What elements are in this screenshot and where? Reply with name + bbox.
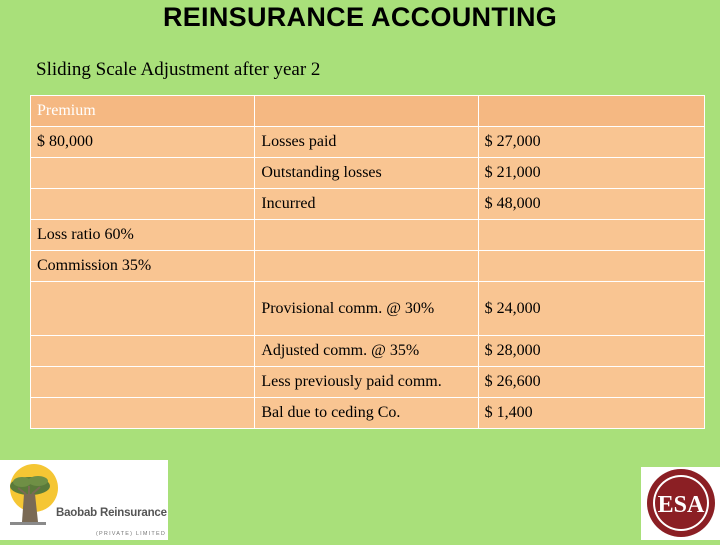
table-cell: [31, 158, 255, 189]
esa-logo: [641, 467, 720, 540]
table-cell: $ 28,000: [478, 336, 704, 367]
table-cell: [31, 336, 255, 367]
logo-subtitle: (PRIVATE) LIMITED: [96, 531, 167, 537]
table-cell: $ 80,000: [31, 127, 255, 158]
page-subtitle: Sliding Scale Adjustment after year 2: [36, 59, 321, 80]
table-cell: [31, 282, 255, 336]
table-cell: Loss ratio 60%: [31, 220, 255, 251]
table-cell: Provisional comm. @ 30%: [255, 282, 478, 336]
table-cell: Incurred: [255, 189, 478, 220]
table-header-row: [31, 96, 705, 127]
table-row: [31, 251, 705, 282]
table-cell: Bal due to ceding Co.: [255, 398, 478, 429]
baobab-reinsurance-logo: [0, 460, 168, 540]
table-cell: Losses paid: [255, 127, 478, 158]
table-header-cell: [255, 96, 478, 127]
page-title: REINSURANCE ACCOUNTING: [162, 2, 558, 32]
table-cell: $ 26,600: [478, 367, 704, 398]
table-cell: $ 24,000: [478, 282, 704, 336]
table-row: [31, 336, 705, 367]
esa-emblem-icon: [641, 467, 720, 540]
table-cell: Adjusted comm. @ 35%: [255, 336, 478, 367]
table-row: [31, 398, 705, 429]
table-cell: Less previously paid comm.: [255, 367, 478, 398]
table-cell: Commission 35%: [31, 251, 255, 282]
table-cell: Outstanding losses: [255, 158, 478, 189]
table-cell: [31, 189, 255, 220]
table-header-cell: Premium: [31, 96, 255, 127]
table-cell: [255, 251, 478, 282]
baobab-tree-icon: [0, 460, 168, 540]
table-row: [31, 220, 705, 251]
esa-mark: ESA: [657, 492, 705, 518]
table-cell: [478, 251, 704, 282]
table-cell: $ 21,000: [478, 158, 704, 189]
table-cell: $ 27,000: [478, 127, 704, 158]
table-row: [31, 189, 705, 220]
table-cell: $ 1,400: [478, 398, 704, 429]
table-cell: [255, 220, 478, 251]
table-header-cell: [478, 96, 704, 127]
table-cell: [478, 220, 704, 251]
table-row: [31, 127, 705, 158]
table-cell: [31, 367, 255, 398]
table-row: [31, 367, 705, 398]
logo-name: Baobab Reinsurance: [56, 507, 167, 519]
table-row: [31, 158, 705, 189]
table-row: [31, 282, 705, 336]
table-cell: $ 48,000: [478, 189, 704, 220]
accounting-table: [30, 95, 705, 429]
table-cell: [31, 398, 255, 429]
